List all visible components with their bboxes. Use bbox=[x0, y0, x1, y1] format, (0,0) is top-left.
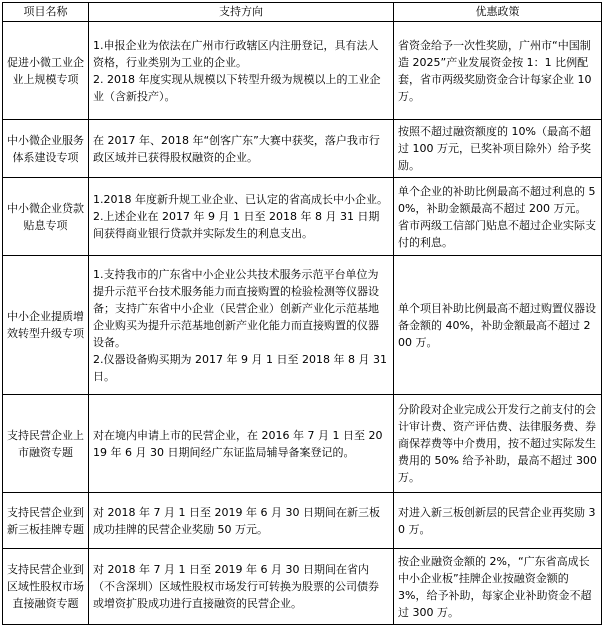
policy-cell: 按照不超过融资额度的 10%（最高不超过 100 万元，已奖补项目除外）给予奖励。 bbox=[394, 120, 602, 178]
policy-cell: 单个企业的补助比例最高不超过利息的 50%，补助金额最高不超过 200 万元。省市两级工信部门贴息不超过企业实际支付的利息。 bbox=[394, 178, 602, 256]
support-direction-cell bbox=[89, 120, 394, 178]
table-row bbox=[3, 256, 602, 395]
header-preferential-policy: 优惠政策 bbox=[394, 3, 602, 22]
policy-cell: 省资金给予一次性奖励，广州市“中国制造 2025”产业发展资金按 1：1 比例配套，省市两级奖励资金合计每家企业 10 万。 bbox=[394, 22, 602, 120]
support-direction-cell bbox=[89, 493, 394, 549]
direction-item: 对 2018 年 7 月 1 日至 2019 年 6 月 30 日期间在新三板成功挂牌的民营企业奖励 50 万元。 bbox=[93, 505, 380, 536]
table-row bbox=[3, 178, 602, 256]
project-name-cell: 支持民营企业到区域性股权市场直接融资专题 bbox=[3, 549, 89, 625]
project-name-cell: 促进小微工业企业上规模专项 bbox=[3, 22, 89, 120]
project-name-cell: 中小企业提质增效转型升级专项 bbox=[3, 256, 89, 395]
header-project-name: 项目名称 bbox=[3, 3, 89, 22]
header-row bbox=[3, 3, 602, 22]
table-row bbox=[3, 549, 602, 625]
direction-item: 2.上述企业在 2017 年 9 月 1 日至 2018 年 8 月 31 日期间获得商业银行贷款并实际发生的利息支出。 bbox=[93, 210, 380, 240]
direction-item: 1.支持我市的广东省中小企业公共技术服务示范平台单位为提升示范平台技术服务能力而直接购置的检验检测等仪器设备；支持广东省中小企业（民营企业）创新产业化示范基地企业购买为提升示范基地创新产业化能力而直接购置的仪器设备。 bbox=[93, 267, 379, 349]
direction-item: 对 2018 年 7 月 1 日至 2019 年 6 月 30 日期间在省内（不含深圳）区域性股权市场发行可转换为股票的公司债券或增资扩股成功进行直接融资的民营企业。 bbox=[93, 563, 379, 610]
direction-item: 对在境内申请上市的民营企业，在 2016 年 7 月 1 日至 2019 年 6 月 30 日期间经广东证监局辅导备案登记的。 bbox=[93, 428, 383, 459]
table-row bbox=[3, 493, 602, 549]
policy-cell: 分阶段对企业完成公开发行之前支付的会计审计费、资产评估费、法律服务费、券商保荐费等中介费用，按不超过实际发生费用的 50% 给予补助，最高不超过 300 万。 bbox=[394, 395, 602, 493]
project-name-cell: 支持民营企业上市融资专题 bbox=[3, 395, 89, 493]
support-direction-cell bbox=[89, 22, 394, 120]
support-direction-cell bbox=[89, 549, 394, 625]
policy-table bbox=[2, 2, 602, 625]
policy-cell: 按企业融资金额的 2%，“广东省高成长中小企业板”挂牌企业按融资金额的 3%，给予补助，每家企业补助资金不超过 300 万。 bbox=[394, 549, 602, 625]
header-support-direction: 支持方向 bbox=[89, 3, 394, 22]
direction-item: 1.2018 年度新升规工业企业、已认定的省高成长中小企业。 bbox=[93, 193, 388, 206]
support-direction-cell bbox=[89, 395, 394, 493]
direction-item: 在 2017 年、2018 年“创客广东”大赛中获奖，落户我市行政区域并已获得股权融资的企业。 bbox=[93, 133, 380, 164]
direction-item: 2.仪器设备购买期为 2017 年 9 月 1 日至 2018 年 8 月 31 日。 bbox=[93, 352, 387, 383]
table-row bbox=[3, 22, 602, 120]
policy-cell: 对进入新三板创新层的民营企业再奖励 30 万。 bbox=[394, 493, 602, 549]
table-row bbox=[3, 120, 602, 178]
project-name-cell: 中小微企业贷款贴息专项 bbox=[3, 178, 89, 256]
support-direction-cell bbox=[89, 178, 394, 256]
table-row bbox=[3, 395, 602, 493]
support-direction-cell bbox=[89, 256, 394, 395]
project-name-cell: 中小微企业服务体系建设专项 bbox=[3, 120, 89, 178]
direction-item: 1.申报企业为依法在广州市行政辖区内注册登记，具有法人资格，行业类别为工业的企业。 bbox=[93, 38, 379, 69]
project-name-cell: 支持民营企业到新三板挂牌专题 bbox=[3, 493, 89, 549]
policy-cell: 单个项目补助比例最高不超过购置仪器设备金额的 40%，补助金额最高不超过 200 万。 bbox=[394, 256, 602, 395]
direction-item: 2. 2018 年度实现从规模以下转型升级为规模以上的工业企业（含新投产）。 bbox=[93, 72, 381, 103]
